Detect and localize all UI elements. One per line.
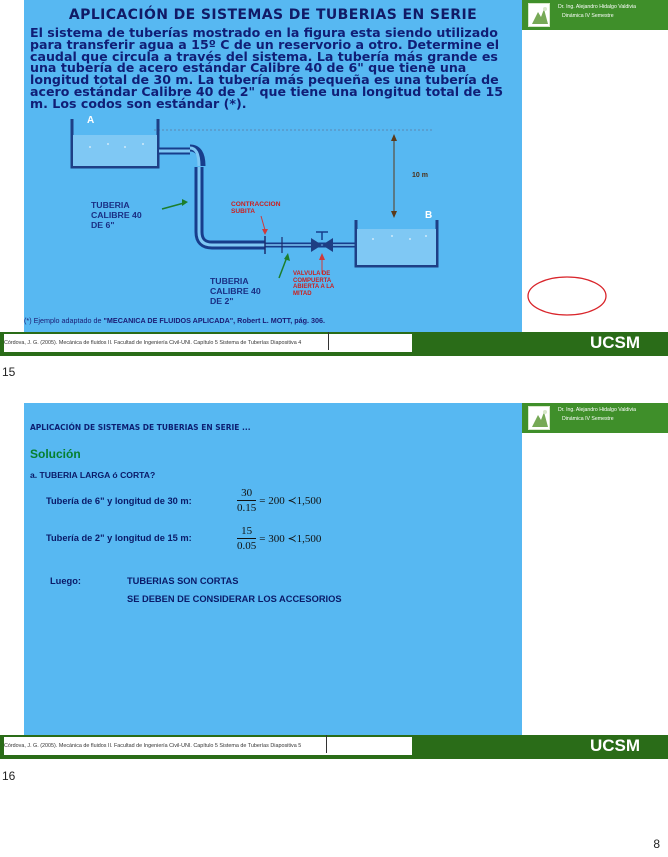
slide-2-page-number: 16 [2,769,16,783]
solution-heading: Solución [30,447,81,461]
tuberia-2in-label: TUBERIA CALIBRE 40 DE 2" [210,276,261,306]
highlight-ellipse-icon [522,0,668,332]
slide-1-side-panel [522,0,668,332]
pipe-2in-line: Tubería de 2" y longitud de 15 m: [46,533,192,543]
slide-1-title: APLICACIÓN DE SISTEMAS DE TUBERIAS EN SERIE [68,7,478,23]
tank-b-label: B [425,210,433,221]
tank-a-water [73,135,157,166]
slide-2-footer [0,735,668,759]
footer-citation-2: Córdova, J. G. (2005). Mecánica de fluidos II. Facultad de Ingeniería Civil-UNI. Capítulo 5 Sistema de Tuberías Diapositiva 5 [4,737,412,755]
author-header-2 [522,403,668,433]
slide-1-content [24,0,522,332]
slide-2-side-panel [522,403,668,735]
fraction-6in-result: = 200 ≺1,500 [259,495,322,507]
footer-divider [328,332,329,350]
course-name: Dinámica IV Semestre [562,13,614,19]
slide-2 [0,403,668,759]
luego-label: Luego: [50,576,81,586]
fraction-6in-num: 30 [237,487,256,501]
ucsm-logo-2: UCSM [589,736,640,755]
arrow-2in [279,257,287,278]
valvula-label: VALVULA DE COMPUERTA ABIERTA A LA MITAD [293,271,335,297]
footer-citation: Córdova, J. G. (2005). Mecánica de fluidos II. Facultad de Ingeniería Civil-UNI. Capítulo 5 Sistema de Tuberías Diapositiva 4 [4,334,412,352]
contraccion-label: CONTRACCION SUBITA [231,201,281,215]
slide-1-footer [0,332,668,356]
tank-b-water [357,229,436,265]
problem-statement: El sistema de tuberías mostrado en la figura esta siendo utilizado para transferir agua a 15º C de un reservorio a otro. Determine el caudal que circula a través del sistema. La tubería más grande es una tubería de acero estándar Calibre 40 de 6" que tiene una longitud total de 30 m. La tubería más pequeña es una tubería de acero estándar Calibre 40 de 2" que tiene una longitud total de 15 m. Los codos son estándar (*). [30,25,503,111]
slide-2-content [24,403,522,735]
fraction-6in [237,487,321,514]
footnote-prefix: (*) Ejemplo adaptado de [24,316,104,325]
valve-right [322,238,333,252]
fraction-2in [237,525,321,552]
item-a: a. TUBERIA LARGA ó CORTA? [30,470,156,480]
pipe-6in-line: Tubería de 6" y longitud de 30 m: [46,496,192,506]
footnote-source: "MECANICA DE FLUIDOS APLICADA", Robert L. MOTT, pág. 306. [103,316,326,325]
height-label: 10 m [412,172,428,179]
document-page-number: 8 [653,837,660,851]
fraction-6in-den: 0.15 [237,502,257,514]
author-logo-icon [528,406,550,430]
slide-1 [0,0,668,356]
valve-left [311,238,322,252]
arrow-6in [162,203,184,209]
arrow-contraction [261,216,265,230]
footer-divider-2 [326,735,327,753]
fraction-2in-num: 15 [237,525,256,539]
fraction-2in-den: 0.05 [237,540,257,552]
course-name-2: Dinámica IV Semestre [562,416,614,422]
reference-footnote [24,316,522,325]
author-name: Dr. Ing. Alejandro Hidalgo Valdivia [558,4,637,10]
author-name-2: Dr. Ing. Alejandro Hidalgo Valdivia [558,407,637,413]
slide-2-title: APLICACIÓN DE SISTEMAS DE TUBERIAS EN SERIE ... [30,423,251,432]
conclusion-accessories: SE DEBEN DE CONSIDERAR LOS ACCESORIOS [127,594,342,604]
ucsm-logo: UCSM [589,333,640,352]
slide-1-page-number: 15 [2,365,16,379]
fraction-2in-result: = 300 ≺1,500 [259,533,322,545]
conclusion-short-pipes: TUBERIAS SON CORTAS [127,576,239,586]
tuberia-6in-label: TUBERIA CALIBRE 40 DE 6" [91,200,142,230]
tank-a-label: A [87,115,95,126]
